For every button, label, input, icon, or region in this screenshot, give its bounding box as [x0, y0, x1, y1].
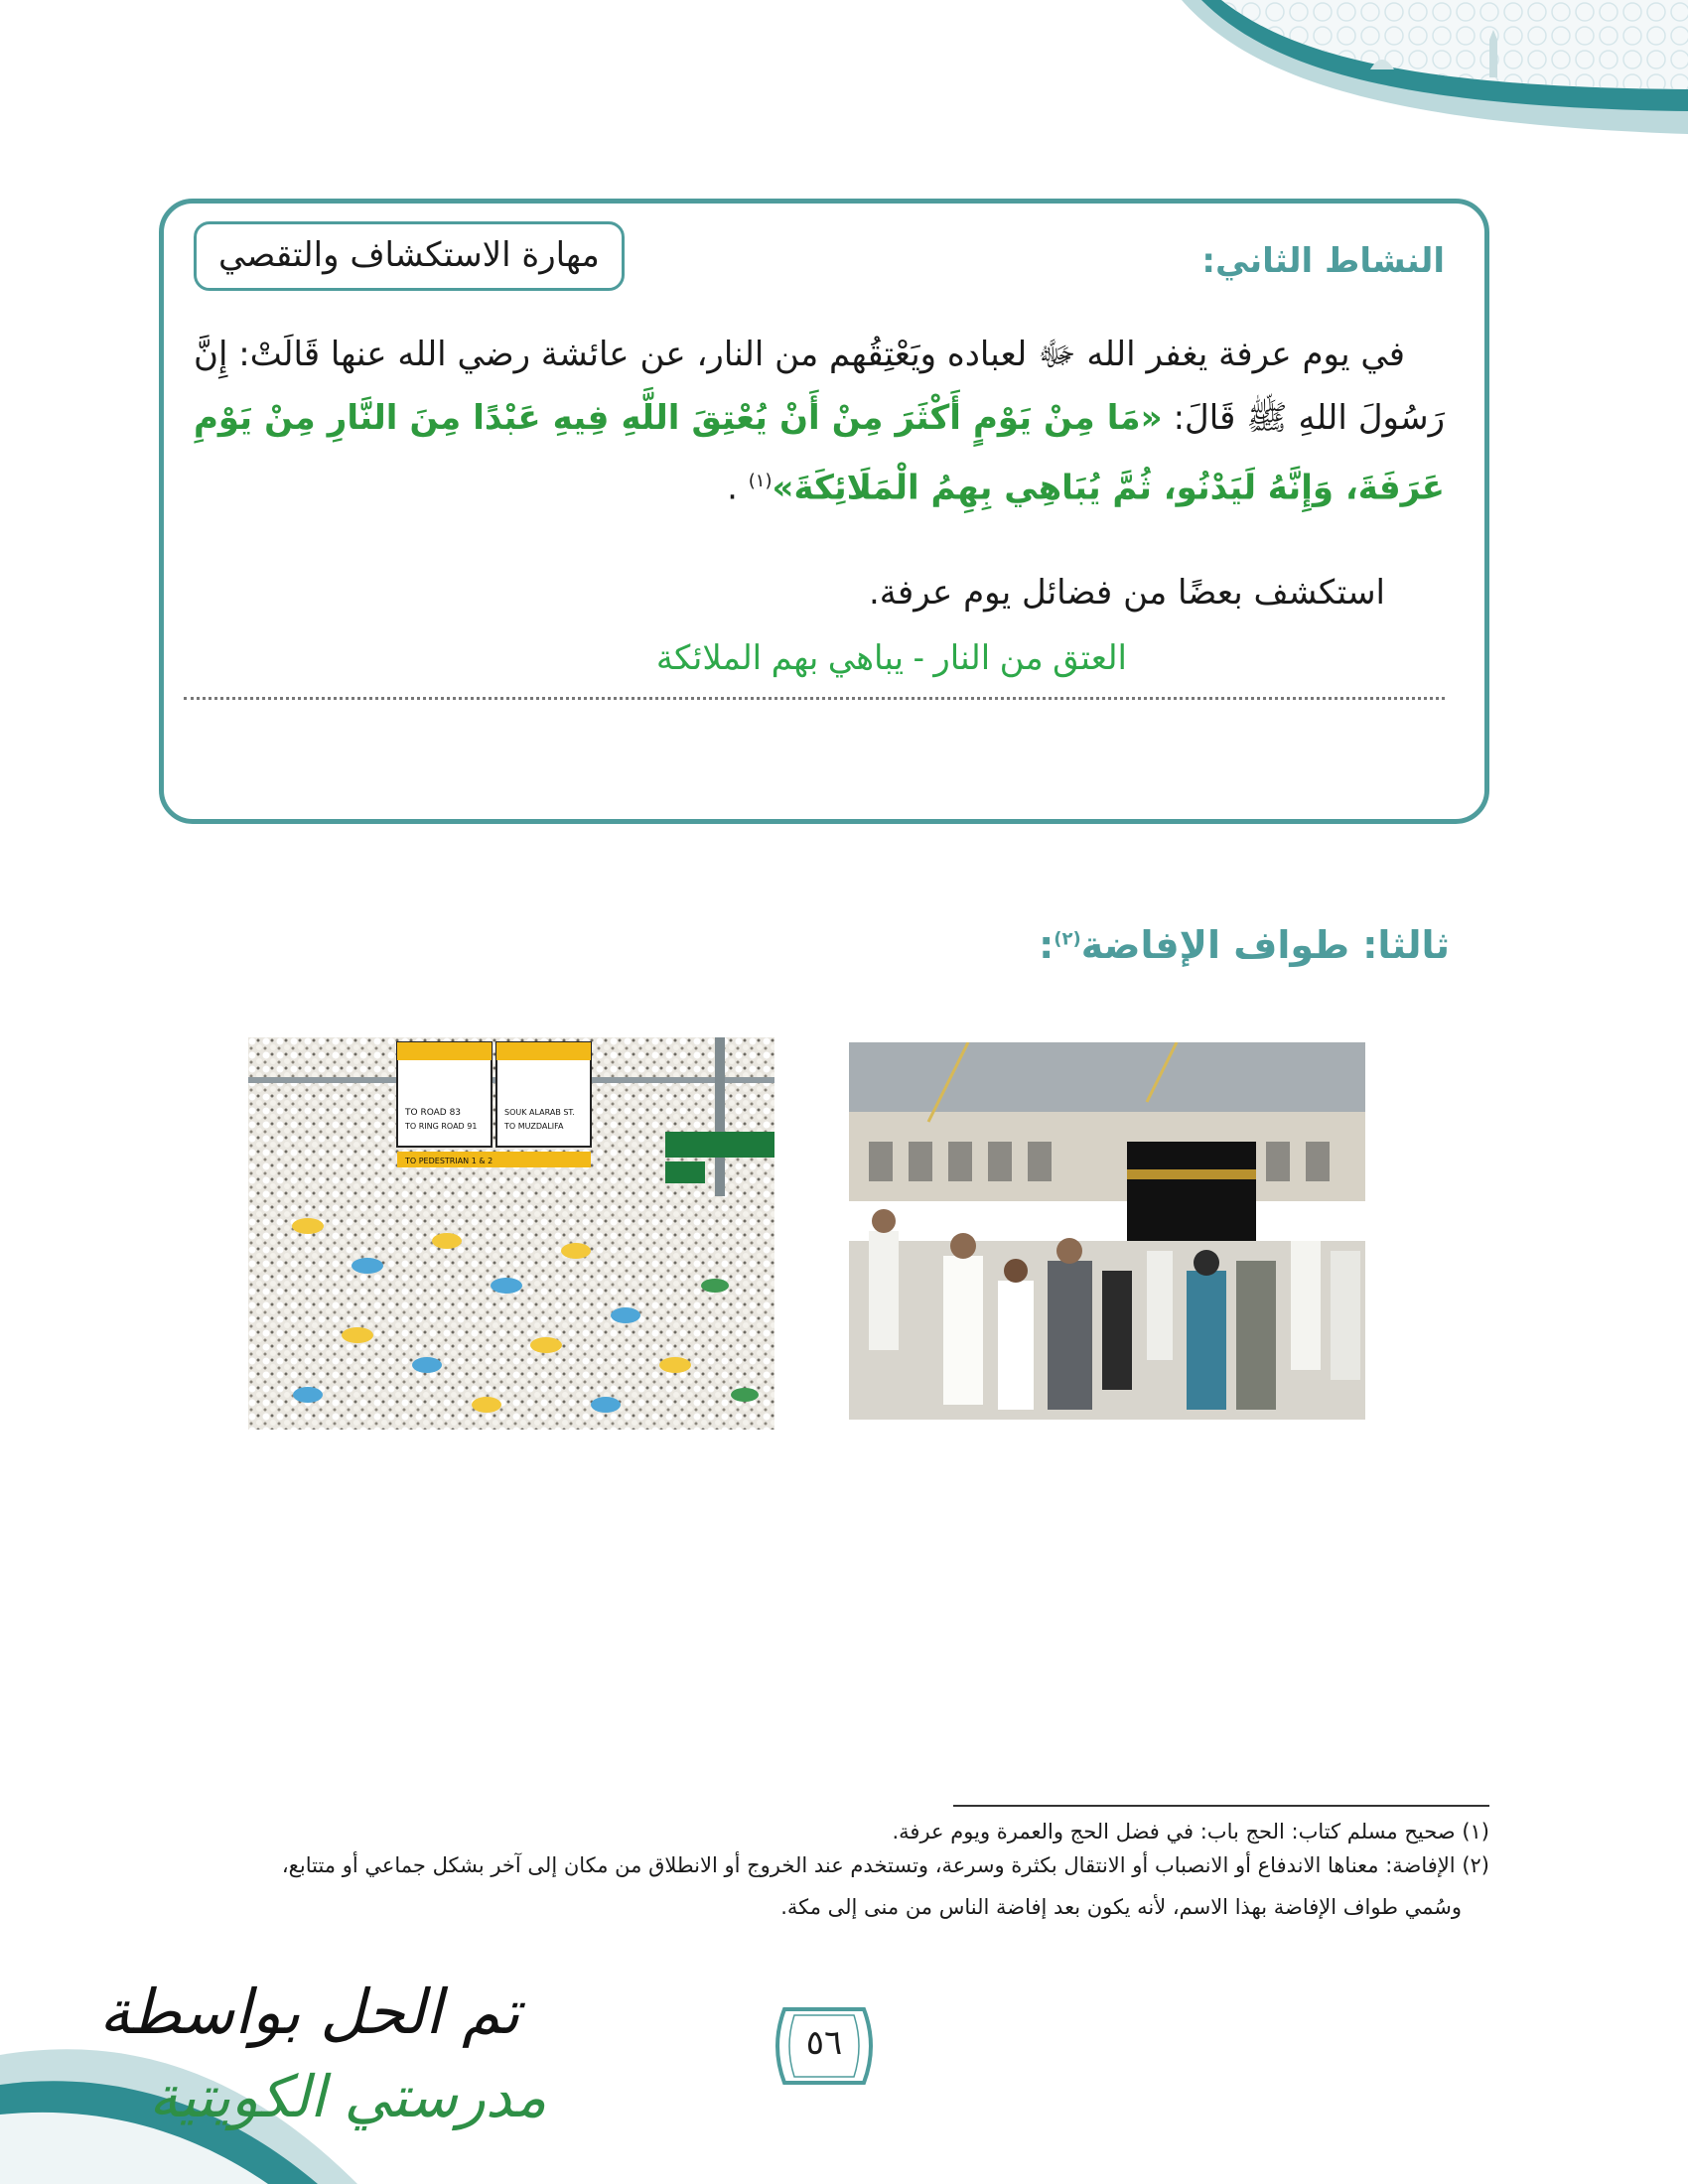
section-heading-reference: (٢)	[1054, 928, 1081, 950]
hadith-quote: «مَا مِنْ يَوْمٍ أَكْثَرَ مِنْ أَنْ يُعْتِقَ اللَّهِ فِيهِ عَبْدًا مِنَ النَّارِ مِنْ يَوْمِ عَرَفَةَ، وَإِنَّهُ لَيَدْنُو، ثُمَّ يُبَاهِي بِهِمُ الْمَلَائِكَةَ»	[194, 398, 1445, 508]
hadith-end: .	[727, 468, 749, 508]
kaaba-photo	[849, 1042, 1365, 1420]
answer-line	[184, 697, 1445, 700]
sign-text-2: TO RING ROAD 91	[405, 1122, 478, 1131]
footnote-2: (٢) الإفاضة: معناها الاندفاع أو الانصباب أو الانتقال بكثرة وسرعة، وتستخدم عند الخروج أو الانطلاق من مكان إلى آخر بشكل جماعي أو متتابع،	[281, 1853, 1489, 1877]
activity-paragraph	[194, 323, 1445, 519]
hadith-reference: (١)	[748, 471, 773, 491]
sign-text-3: SOUK ALARAB ST.	[504, 1108, 575, 1117]
pilgrims-crowd-photo	[248, 1037, 774, 1430]
activity-answer: العتق من النار - يباهي بهم الملائكة	[655, 639, 1127, 677]
sign-text-5: TO PEDESTRIAN 1 & 2	[405, 1157, 493, 1165]
header-decoration	[1072, 0, 1688, 149]
kaaba-illustration	[849, 1042, 1365, 1420]
sign-text-4: TO MUZDALIFA	[504, 1122, 564, 1131]
crowd-illustration	[248, 1037, 774, 1430]
section-heading-colon: :	[1039, 923, 1055, 967]
activity-title: النشاط الثاني:	[1201, 241, 1445, 281]
footnote-2-continued: وسُمي طواف الإفاضة بهذا الاسم، لأنه يكون بعد إفاضة الناس من منى إلى مكة.	[780, 1895, 1462, 1919]
footnote-1: (١) صحيح مسلم كتاب: الحج باب: في فضل الحج والعمرة ويوم عرفة.	[892, 1820, 1489, 1843]
activity-question: استكشف بعضًا من فضائل يوم عرفة.	[868, 573, 1385, 613]
section-heading	[1039, 923, 1450, 967]
skill-badge: مهارة الاستكشاف والتقصي	[194, 221, 625, 291]
footnote-separator	[953, 1805, 1489, 1807]
handwriting-line-2: مدرستي الكويتية	[149, 2063, 547, 2130]
footer-decoration	[0, 1995, 556, 2184]
footnotes	[149, 1817, 1489, 1922]
intro-text: في يوم عرفة يغفر الله ﷻ لعباده ويَعْتِقُهم من النار، عن عائشة رضي الله عنها قَالَتْ: إِنَّ رَسُولَ اللهِ ﷺ قَالَ:	[194, 335, 1445, 438]
section-heading-text: ثالثا: طواف الإفاضة	[1080, 923, 1450, 967]
activity-box	[159, 199, 1489, 824]
page-number-badge	[765, 2003, 884, 2089]
handwriting-line-1: تم الحل بواسطة	[99, 1976, 520, 2048]
sign-text-1: TO ROAD 83	[405, 1108, 462, 1118]
page-number: ٥٦	[805, 2023, 843, 2063]
